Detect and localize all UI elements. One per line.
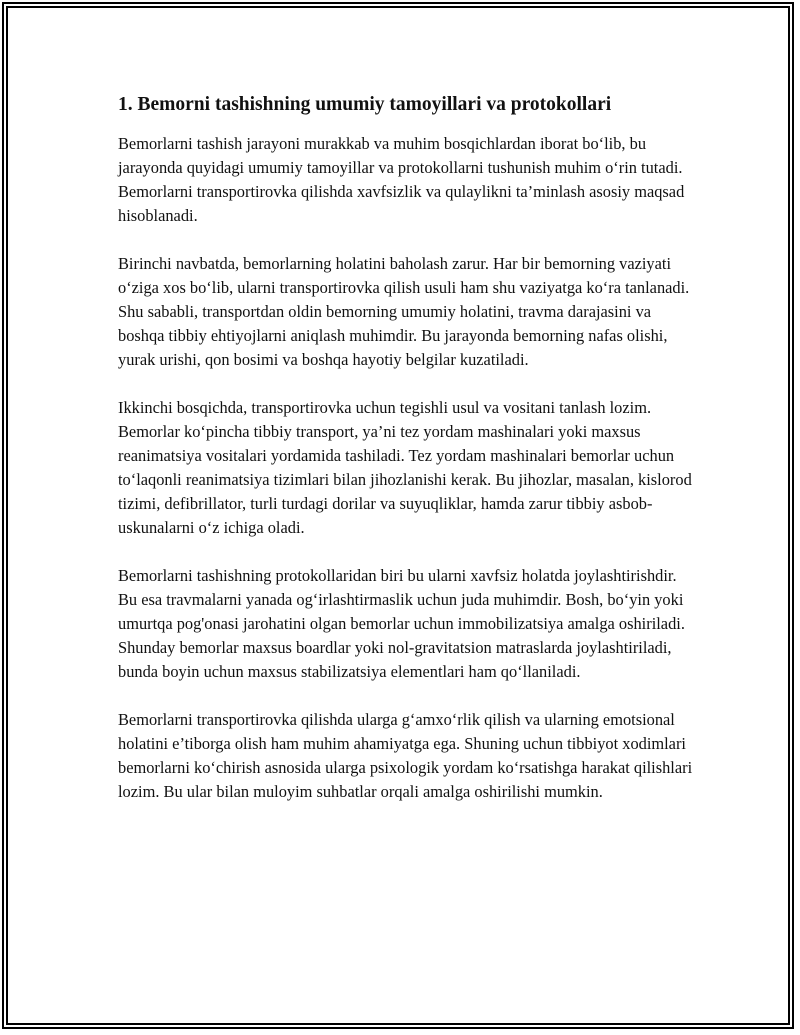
paragraph-3: Ikkinchi bosqichda, transportirovka uchun tegishli usul va vositani tanlash lozim. Bemorlar ko‘pincha tibbiy transport, ya’ni tez yordam mashinalari yoki maxsus reanimatsiya vositalari yordamida tashiladi. Tez yordam mashinalari bemorlar uchun to‘laqonli reanimatsiya tizimlari bilan jihozlanishi kerak. Bu jihozlar, masalan, kislorod tizimi, defibrillator, turli turdagi dorilar va suyuqliklar, hamda zarur tibbiy asbob-uskunalarni o‘z ichiga oladi. bbox=[118, 398, 692, 538]
paragraph-1: Bemorlarni tashish jarayoni murakkab va muhim bosqichlardan iborat bo‘lib, bu jarayonda quyidagi umumiy tamoyillar va protokollarni tushunish muhim o‘rin tutadi. Bemorlarni transportirovka qilishda xavfsizlik va qulaylikni ta’minlash asosiy maqsad hisoblanadi. bbox=[118, 134, 685, 226]
document-body bbox=[118, 93, 698, 828]
paragraph-4: Bemorlarni tashishning protokollaridan biri bu ularni xavfsiz holatda joylashtirishdir. Bu esa travmalarni yanada og‘irlashtirmaslik uchun juda muhimdir. Bosh, bo‘yin yoki umurtqa pog'onasi jarohatini olgan bemorlar uchun immobilizatsiya amalga oshiriladi. Shunday bemorlar maxsus boardlar yoki nol-gravitatsion matraslarda joylashtiriladi, bunda boyin uchun maxsus stabilizatsiya elementlari ham qo‘llaniladi. bbox=[118, 566, 685, 682]
paragraph-2: Birinchi navbatda, bemorlarning holatini baholash zarur. Har bir bemorning vaziyati o‘ziga xos bo‘lib, ularni transportirovka qilish usuli ham shu vaziyatga ko‘ra tanlanadi. Shu sababli, transportdan oldin bemorning umumiy holatini, travma darajasini va boshqa tibbiy ehtiyojlarni aniqlash muhimdir. Bu jarayonda bemorning nafas olishi, yurak urishi, qon bosimi va boshqa hayotiy belgilar kuzatiladi. bbox=[118, 254, 690, 370]
section-heading: 1. Bemorni tashishning umumiy tamoyillari va protokollari bbox=[118, 94, 612, 115]
paragraph-5: Bemorlarni transportirovka qilishda ularga g‘amxo‘rlik qilish va ularning emotsional holatini e’tiborga olish ham muhim ahamiyatga ega. Shuning uchun tibbiyot xodimlari bemorlarni ko‘chirish asnosida ularga psixologik yordam ko‘rsatishga harakat qilishlari lozim. Bu ular bilan muloyim suhbatlar orqali amalga oshirilishi mumkin. bbox=[118, 710, 693, 802]
